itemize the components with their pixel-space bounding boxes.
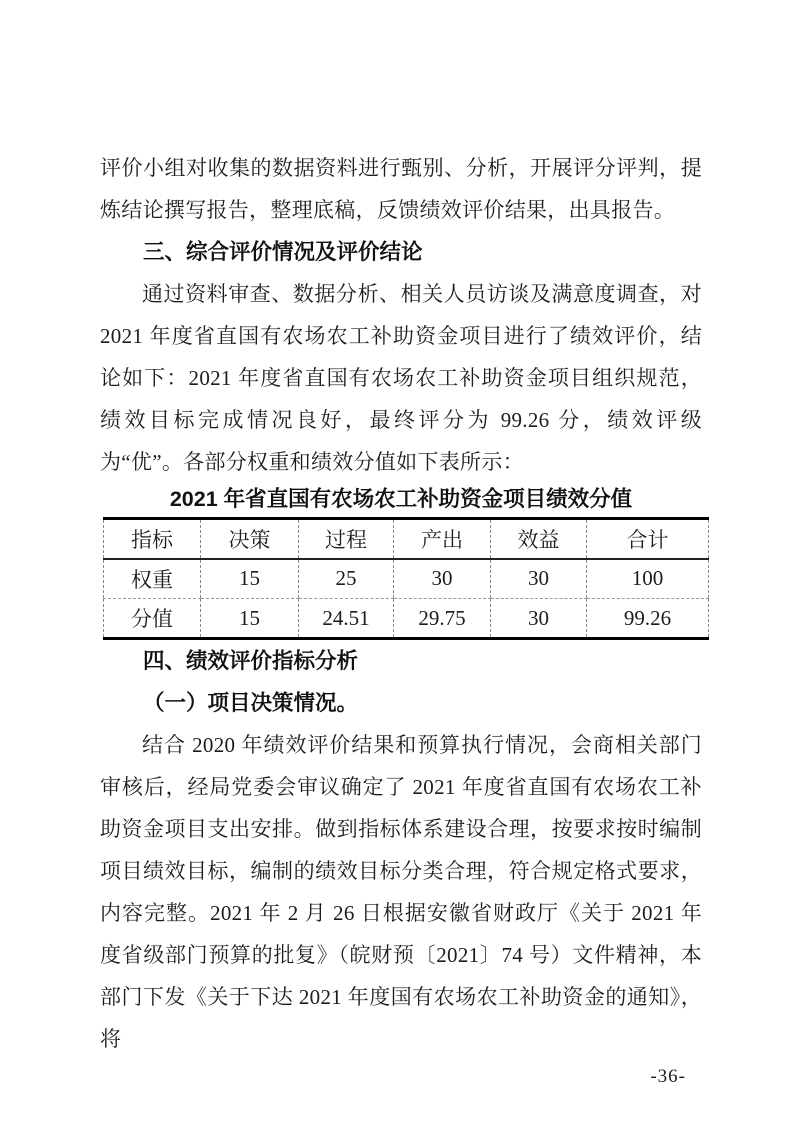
score-table bbox=[103, 517, 709, 640]
heading-section-4: 四、绩效评价指标分析 bbox=[143, 649, 359, 673]
row-label-weight: 权重 bbox=[104, 559, 201, 599]
table-header-decision: 决策 bbox=[201, 519, 299, 559]
weight-output: 30 bbox=[394, 559, 491, 599]
score-total: 99.26 bbox=[587, 599, 709, 639]
score-decision: 15 bbox=[201, 599, 299, 639]
table-header-process: 过程 bbox=[299, 519, 394, 559]
table-header-benefit: 效益 bbox=[491, 519, 587, 559]
score-process: 24.51 bbox=[299, 599, 394, 639]
page-content bbox=[100, 147, 702, 1092]
score-benefit: 30 bbox=[491, 599, 587, 639]
table-header-total: 合计 bbox=[587, 519, 709, 559]
weight-decision: 15 bbox=[201, 559, 299, 599]
table-row-scores bbox=[104, 599, 709, 639]
paragraph-evaluation-process: 评价小组对收集的数据资料进行甄别、分析，开展评分评判，提炼结论撰写报告，整理底稿，反馈绩效评价结果，出具报告。 bbox=[100, 156, 702, 222]
table-header-indicator: 指标 bbox=[104, 519, 201, 559]
table-header-row bbox=[104, 519, 709, 559]
paragraph-evaluation-conclusion: 通过资料审查、数据分析、相关人员访谈及满意度调查，对 2021 年度省直国有农场农工补助资金项目进行了绩效评价，结论如下：2021 年度省直国有农场农工补助资金项目组织规范，绩效目标完成情况良好，最终评分为 99.26 分，绩效评级为“优”。各部分权重和绩效分值如下表所示： bbox=[100, 282, 702, 474]
weight-benefit: 30 bbox=[491, 559, 587, 599]
score-output: 29.75 bbox=[394, 599, 491, 639]
weight-process: 25 bbox=[299, 559, 394, 599]
heading-section-3: 三、综合评价情况及评价结论 bbox=[143, 240, 423, 264]
subheading-item-1: （一）项目决策情况。 bbox=[143, 691, 359, 715]
page-number: -36- bbox=[650, 1066, 686, 1087]
paragraph-project-decision: 结合 2020 年绩效评价结果和预算执行情况，会商相关部门审核后，经局党委会审议确定了 2021 年度省直国有农场农工补助资金项目支出安排。做到指标体系建设合理，按要求按时编制项目绩效目标，编制的绩效目标分类合理，符合规定格式要求，内容完整。2021 年 2 月 26 日根据安徽省财政厅《关于 2021 年度省级部门预算的批复》（皖财预〔2021〕74 号）文件精神，本部门下发《关于下达 2021 年度国有农场农工补助资金的通知》，将 bbox=[100, 733, 702, 1051]
score-table-title: 2021 年省直国有农场农工补助资金项目绩效分值 bbox=[169, 487, 633, 511]
table-row-weights bbox=[104, 559, 709, 599]
weight-total: 100 bbox=[587, 559, 709, 599]
table-header-output: 产出 bbox=[394, 519, 491, 559]
row-label-score: 分值 bbox=[131, 607, 173, 631]
